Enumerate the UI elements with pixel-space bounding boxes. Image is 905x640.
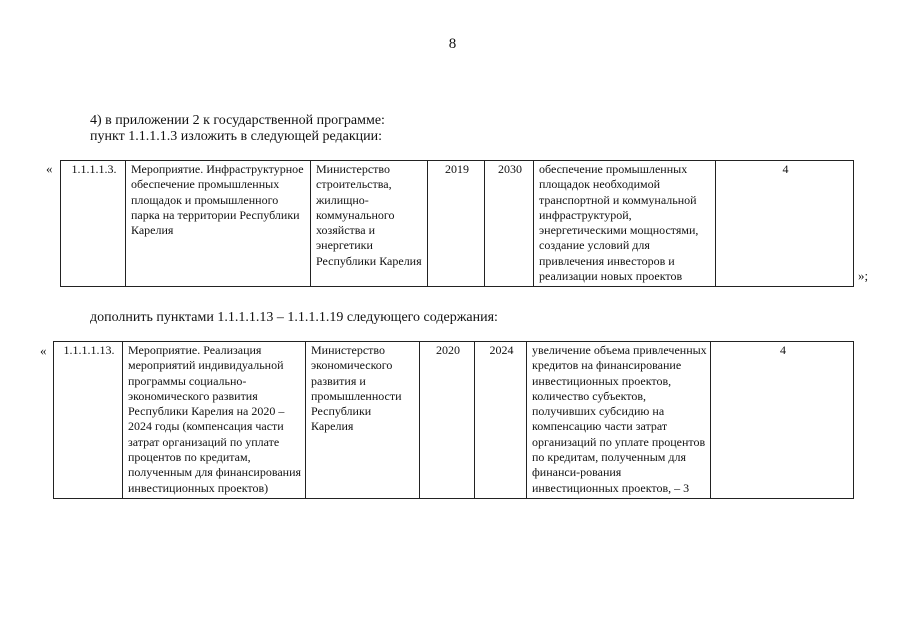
opening-quote-1: « (46, 161, 53, 176)
cell-result: увеличение объема привлеченных кредитов на финансирование инвестиционных проектов, количество субъектов, получивших субсидию на компенсацию части затрат организаций по уплате процентов по кредитам, полученным для финанси-рования инвестиционных проектов, – 3 (527, 342, 711, 499)
middle-line: дополнить пунктами 1.1.1.1.13 – 1.1.1.1.19 следующего содержания: (90, 310, 498, 325)
table-item-1-1-1-1-3 (60, 160, 854, 287)
cell-ministry: Министерство экономического развития и промышленности Республики Карелия (306, 342, 420, 499)
closing-quote-1: »; (858, 268, 869, 283)
cell-indicator: 4 (716, 161, 854, 287)
cell-start-year: 2019 (428, 161, 485, 287)
table-row (61, 161, 854, 287)
opening-quote-2: « (40, 343, 47, 358)
cell-indicator: 4 (711, 342, 854, 499)
cell-result: обеспечение промышленных площадок необходимой транспортной и коммунальной инфраструктурой, энергетическими мощностями, создание условий для привлечения инвесторов и реализации новых проектов (534, 161, 716, 287)
cell-activity: Мероприятие. Инфраструктурное обеспечение промышленных площадок и промышленного парка на территории Республики Карелия (126, 161, 311, 287)
cell-end-year: 2030 (485, 161, 534, 287)
cell-end-year: 2024 (475, 342, 527, 499)
cell-ministry: Министерство строительства, жилищно-коммунального хозяйства и энергетики Республики Карелия (311, 161, 428, 287)
table-item-1-1-1-1-13 (53, 341, 854, 499)
cell-code: 1.1.1.1.3. (61, 161, 126, 287)
cell-code: 1.1.1.1.13. (54, 342, 123, 499)
table-row (54, 342, 854, 499)
intro-line-1: 4) в приложении 2 к государственной программе: (90, 113, 385, 128)
page-number: 8 (448, 36, 457, 52)
intro-line-2: пункт 1.1.1.1.3 изложить в следующей редакции: (90, 129, 382, 144)
cell-start-year: 2020 (420, 342, 475, 499)
cell-activity: Мероприятие. Реализация мероприятий индивидуальной программы социально-экономического развития Республики Карелия на 2020 – 2024 годы (компенсация части затрат организаций по уплате процентов по кредитам, полученным для финансирования инвестиционных проектов) (123, 342, 306, 499)
